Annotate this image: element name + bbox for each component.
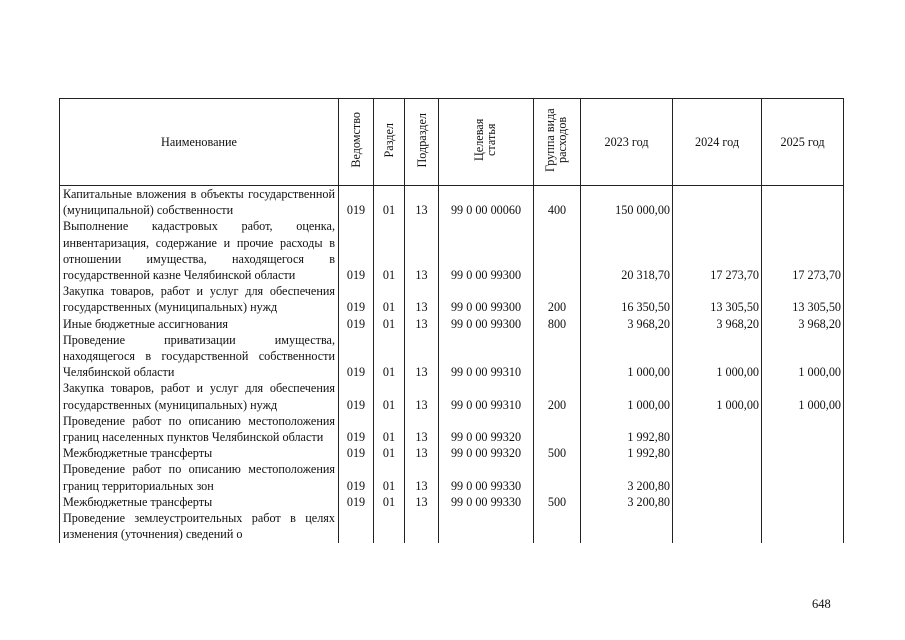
header-celevaya: Целевая статья	[439, 99, 534, 186]
row-2025: 13 305,50	[762, 283, 844, 315]
row-vedomstvo: 019	[339, 283, 374, 315]
row-razdel: 01	[374, 461, 405, 493]
row-podrazdel: 13	[405, 494, 439, 510]
row-celevaya: 99 0 00 99300	[439, 316, 534, 332]
row-2025: 3 968,20	[762, 316, 844, 332]
table-row	[60, 445, 844, 461]
header-podrazdel: Подраздел	[405, 99, 439, 186]
row-2023: 1 000,00	[581, 332, 673, 381]
table-row	[60, 218, 844, 283]
row-2025: 17 273,70	[762, 218, 844, 283]
row-gruppa	[534, 218, 581, 283]
row-vedomstvo: 019	[339, 316, 374, 332]
table-row	[60, 316, 844, 332]
row-razdel: 01	[374, 380, 405, 412]
row-celevaya: 99 0 00 99300	[439, 283, 534, 315]
row-gruppa: 200	[534, 380, 581, 412]
row-gruppa: 800	[534, 316, 581, 332]
row-razdel: 01	[374, 218, 405, 283]
row-2024: 13 305,50	[673, 283, 762, 315]
row-gruppa	[534, 413, 581, 445]
row-name: Проведение землеустроительных работ в целях изменения (уточнения) сведений о	[60, 510, 339, 543]
row-name: Выполнение кадастровых работ, оценка, инвентаризация, содержание и прочие расходы в отношении имущества, находящегося в государственной казне Челябинской области	[60, 218, 339, 283]
table-row	[60, 461, 844, 493]
row-2025	[762, 186, 844, 219]
row-2024	[673, 510, 762, 543]
row-vedomstvo: 019	[339, 186, 374, 219]
table-row	[60, 413, 844, 445]
table-row	[60, 380, 844, 412]
row-vedomstvo: 019	[339, 218, 374, 283]
row-2023: 3 200,80	[581, 494, 673, 510]
table-row	[60, 186, 844, 219]
row-name: Капитальные вложения в объекты государственной (муниципальной) собственности	[60, 186, 339, 219]
row-2023: 3 200,80	[581, 461, 673, 493]
row-2024: 1 000,00	[673, 332, 762, 381]
row-celevaya: 99 0 00 99310	[439, 380, 534, 412]
row-podrazdel: 13	[405, 186, 439, 219]
header-razdel: Раздел	[374, 99, 405, 186]
header-row	[60, 99, 844, 186]
row-celevaya	[439, 510, 534, 543]
row-razdel: 01	[374, 186, 405, 219]
budget-table	[59, 98, 844, 543]
row-vedomstvo	[339, 510, 374, 543]
row-podrazdel: 13	[405, 413, 439, 445]
row-vedomstvo: 019	[339, 413, 374, 445]
row-name: Проведение приватизации имущества, находящегося в государственной собственности Челябинской области	[60, 332, 339, 381]
table-row	[60, 510, 844, 543]
row-razdel	[374, 510, 405, 543]
header-name: Наименование	[60, 99, 339, 186]
row-vedomstvo: 019	[339, 445, 374, 461]
row-podrazdel: 13	[405, 283, 439, 315]
row-razdel: 01	[374, 316, 405, 332]
header-gruppa: Группа вида расходов	[534, 99, 581, 186]
row-podrazdel: 13	[405, 332, 439, 381]
row-gruppa: 500	[534, 445, 581, 461]
row-razdel: 01	[374, 283, 405, 315]
row-2024	[673, 186, 762, 219]
row-2023	[581, 510, 673, 543]
row-celevaya: 99 0 00 99330	[439, 494, 534, 510]
table-row	[60, 283, 844, 315]
row-2023: 16 350,50	[581, 283, 673, 315]
row-podrazdel	[405, 510, 439, 543]
row-gruppa	[534, 461, 581, 493]
row-vedomstvo: 019	[339, 380, 374, 412]
row-vedomstvo: 019	[339, 494, 374, 510]
row-name: Проведение работ по описанию местоположения границ территориальных зон	[60, 461, 339, 493]
row-razdel: 01	[374, 413, 405, 445]
row-celevaya: 99 0 00 99330	[439, 461, 534, 493]
row-name: Закупка товаров, работ и услуг для обеспечения государственных (муниципальных) нужд	[60, 283, 339, 315]
row-2024	[673, 494, 762, 510]
row-2024: 3 968,20	[673, 316, 762, 332]
row-2023: 150 000,00	[581, 186, 673, 219]
row-celevaya: 99 0 00 99300	[439, 218, 534, 283]
header-2023: 2023 год	[581, 99, 673, 186]
row-2025	[762, 413, 844, 445]
page-number: 648	[812, 597, 831, 611]
row-2023: 1 992,80	[581, 413, 673, 445]
row-2024: 1 000,00	[673, 380, 762, 412]
row-name: Проведение работ по описанию местоположения границ населенных пунктов Челябинской области	[60, 413, 339, 445]
table-row	[60, 332, 844, 381]
row-razdel: 01	[374, 494, 405, 510]
row-podrazdel: 13	[405, 218, 439, 283]
row-2025	[762, 494, 844, 510]
row-razdel: 01	[374, 445, 405, 461]
row-2025: 1 000,00	[762, 380, 844, 412]
row-celevaya: 99 0 00 00060	[439, 186, 534, 219]
row-2023: 1 000,00	[581, 380, 673, 412]
row-gruppa: 400	[534, 186, 581, 219]
row-2024: 17 273,70	[673, 218, 762, 283]
row-name: Межбюджетные трансферты	[60, 445, 339, 461]
row-name: Закупка товаров, работ и услуг для обеспечения государственных (муниципальных) нужд	[60, 380, 339, 412]
row-podrazdel: 13	[405, 380, 439, 412]
row-gruppa	[534, 332, 581, 381]
row-2025	[762, 445, 844, 461]
table-row	[60, 494, 844, 510]
row-podrazdel: 13	[405, 316, 439, 332]
row-podrazdel: 13	[405, 461, 439, 493]
row-vedomstvo: 019	[339, 461, 374, 493]
row-name: Иные бюджетные ассигнования	[60, 316, 339, 332]
row-gruppa: 500	[534, 494, 581, 510]
row-gruppa: 200	[534, 283, 581, 315]
row-name: Межбюджетные трансферты	[60, 494, 339, 510]
row-2025: 1 000,00	[762, 332, 844, 381]
row-2024	[673, 461, 762, 493]
row-2025	[762, 461, 844, 493]
row-vedomstvo: 019	[339, 332, 374, 381]
row-2023: 3 968,20	[581, 316, 673, 332]
row-razdel: 01	[374, 332, 405, 381]
row-podrazdel: 13	[405, 445, 439, 461]
row-2023: 1 992,80	[581, 445, 673, 461]
row-celevaya: 99 0 00 99320	[439, 413, 534, 445]
row-celevaya: 99 0 00 99320	[439, 445, 534, 461]
row-2024	[673, 413, 762, 445]
row-gruppa	[534, 510, 581, 543]
row-2023: 20 318,70	[581, 218, 673, 283]
row-celevaya: 99 0 00 99310	[439, 332, 534, 381]
header-2024: 2024 год	[673, 99, 762, 186]
row-2024	[673, 445, 762, 461]
header-vedomstvo: Ведомство	[339, 99, 374, 186]
header-2025: 2025 год	[762, 99, 844, 186]
row-2025	[762, 510, 844, 543]
